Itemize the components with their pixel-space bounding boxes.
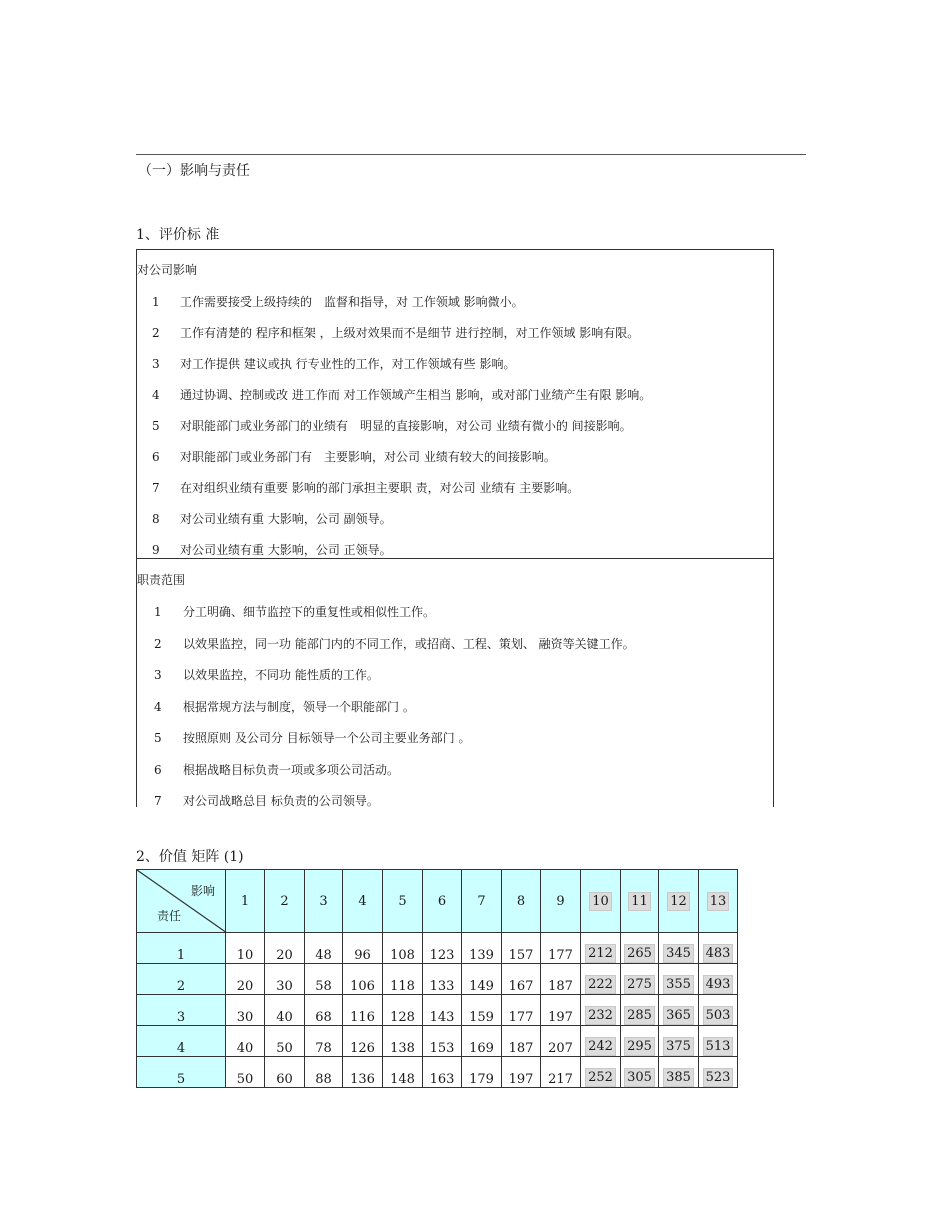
matrix-cell: 177 [541, 933, 581, 964]
impact-item-text: 工作有清楚的 程序和框架 ，上级对效果而不是细节 进行控制，对工作领域 影响有限。 [180, 326, 640, 340]
matrix-row-header: 3 [137, 995, 226, 1026]
matrix-row [137, 1057, 738, 1088]
matrix-cell: 167 [502, 964, 541, 995]
impact-item-number: 3 [152, 357, 160, 371]
impact-item [152, 510, 392, 527]
matrix-cell: 295 [621, 1026, 659, 1057]
matrix-corner [137, 870, 226, 933]
matrix-cell: 523 [699, 1057, 738, 1088]
matrix-cell: 375 [659, 1026, 699, 1057]
responsibility-item [154, 761, 399, 778]
matrix-cell: 169 [462, 1026, 502, 1057]
matrix-title: 2、价值 矩阵 (1) [136, 849, 244, 865]
responsibility-item-text: 按照原则 及公司分 目标领导一个公司主要业务部门 。 [183, 731, 471, 745]
matrix-col-header: 2 [265, 870, 305, 933]
matrix-cell: 217 [541, 1057, 581, 1088]
matrix-col-header: 8 [502, 870, 541, 933]
corner-responsibility-label: 责任 [157, 909, 182, 923]
matrix-cell: 345 [659, 933, 699, 964]
matrix-cell: 40 [265, 995, 305, 1026]
responsibility-item-number: 7 [154, 794, 162, 808]
matrix-cell: 126 [343, 1026, 383, 1057]
matrix-cell: 133 [423, 964, 462, 995]
matrix-cell: 143 [423, 995, 462, 1026]
impact-item-text: 在对组织业绩有重要 影响的部门承担主要职 责，对公司 业绩有 主要影响。 [180, 481, 580, 495]
matrix-cell: 285 [621, 995, 659, 1026]
matrix-row-header: 4 [137, 1026, 226, 1057]
matrix-row [137, 1026, 738, 1057]
impact-item-text: 对职能部门或业务部门的业绩有 明显的直接影响，对公司 业绩有微小的 间接影响。 [180, 419, 632, 433]
impact-item [152, 324, 639, 341]
matrix-col-header: 3 [305, 870, 343, 933]
matrix-col-header: 6 [423, 870, 462, 933]
impact-item-text: 对职能部门或业务部门有 主要影响，对公司 业绩有较大的间接影响。 [180, 450, 556, 464]
matrix-cell: 48 [305, 933, 343, 964]
responsibility-heading: 职责范围 [137, 573, 186, 587]
matrix-cell: 118 [383, 964, 423, 995]
value-matrix [136, 869, 738, 1088]
matrix-cell: 20 [265, 933, 305, 964]
section-title: （一）影响与责任 [138, 163, 250, 179]
matrix-cell: 187 [502, 1026, 541, 1057]
matrix-cell: 265 [621, 933, 659, 964]
matrix-cell: 163 [423, 1057, 462, 1088]
matrix-cell: 116 [343, 995, 383, 1026]
matrix-cell: 153 [423, 1026, 462, 1057]
matrix-cell: 108 [383, 933, 423, 964]
impact-item-number: 4 [152, 388, 160, 402]
matrix-cell: 157 [502, 933, 541, 964]
matrix-cell: 493 [699, 964, 738, 995]
matrix-row [137, 933, 738, 964]
responsibility-item-text: 根据常规方法与制度，领导一个职能部门 。 [183, 699, 415, 714]
matrix-cell: 483 [699, 933, 738, 964]
matrix-cell: 385 [659, 1057, 699, 1088]
matrix-cell: 128 [383, 995, 423, 1026]
block-divider [137, 558, 773, 559]
responsibility-item-text: 以效果监控，不同功 能性质的工作。 [183, 668, 379, 682]
matrix-cell: 503 [699, 995, 738, 1026]
matrix-header-row [137, 870, 738, 933]
matrix-cell: 78 [305, 1026, 343, 1057]
matrix-col-header: 4 [343, 870, 383, 933]
matrix-cell: 232 [581, 995, 621, 1026]
matrix-cell: 123 [423, 933, 462, 964]
impact-item [152, 355, 515, 372]
matrix-cell: 138 [383, 1026, 423, 1057]
impact-item [152, 541, 392, 558]
matrix-row-header: 2 [137, 964, 226, 995]
matrix-cell: 159 [462, 995, 502, 1026]
responsibility-item [154, 635, 635, 652]
matrix-cell: 197 [541, 995, 581, 1026]
matrix-cell: 136 [343, 1057, 383, 1088]
responsibility-item-text: 对公司战略总目 标负责的公司领导。 [183, 794, 379, 808]
impact-item [152, 479, 579, 496]
responsibility-item [154, 603, 435, 620]
impact-item-text: 对公司业绩有重 大影响，公司 正领导。 [180, 543, 392, 557]
matrix-cell: 513 [699, 1026, 738, 1057]
responsibility-item-text: 以效果监控，同一功 能部门内的不同工作，或招商、工程、策划、 融资等关键工作。 [183, 636, 635, 651]
impact-item [152, 448, 556, 465]
matrix-cell: 365 [659, 995, 699, 1026]
matrix-cell: 355 [659, 964, 699, 995]
matrix-cell: 177 [502, 995, 541, 1026]
matrix-cell: 106 [343, 964, 383, 995]
impact-item [152, 386, 651, 403]
matrix-cell: 40 [226, 1026, 265, 1057]
responsibility-item-number: 4 [154, 699, 162, 714]
matrix-cell: 60 [265, 1057, 305, 1088]
matrix-cell: 20 [226, 964, 265, 995]
responsibility-item-text: 根据战略目标负责一项或多项公司活动。 [183, 762, 400, 777]
impact-item-text: 工作需要接受上级持续的 监督和指导，对 工作领域 影响微小。 [180, 295, 524, 309]
criteria-title: 1、评价标 准 [136, 227, 220, 243]
matrix-cell: 242 [581, 1026, 621, 1057]
matrix-cell: 148 [383, 1057, 423, 1088]
responsibility-item-number: 2 [154, 636, 162, 651]
matrix-cell: 30 [265, 964, 305, 995]
top-rule [136, 154, 806, 155]
matrix-cell: 139 [462, 933, 502, 964]
responsibility-item [154, 698, 415, 715]
responsibility-item-number: 6 [154, 762, 162, 777]
matrix-cell: 88 [305, 1057, 343, 1088]
impact-item-number: 1 [152, 295, 160, 309]
responsibility-item [154, 792, 379, 809]
matrix-cell: 212 [581, 933, 621, 964]
matrix-cell: 149 [462, 964, 502, 995]
matrix-cell: 197 [502, 1057, 541, 1088]
matrix-cell: 222 [581, 964, 621, 995]
impact-item-number: 8 [152, 512, 160, 526]
matrix-cell: 275 [621, 964, 659, 995]
impact-item-number: 9 [152, 543, 160, 557]
impact-item [152, 417, 632, 434]
matrix-col-header: 12 [659, 870, 699, 933]
criteria-box [136, 249, 774, 807]
responsibility-item [154, 666, 379, 683]
matrix-row-header: 1 [137, 933, 226, 964]
impact-heading: 对公司影响 [137, 263, 198, 277]
matrix-cell: 68 [305, 995, 343, 1026]
matrix-body [137, 933, 738, 1088]
matrix-col-header: 9 [541, 870, 581, 933]
matrix-col-header: 1 [226, 870, 265, 933]
matrix-row [137, 964, 738, 995]
matrix-cell: 305 [621, 1057, 659, 1088]
matrix-row [137, 995, 738, 1026]
responsibility-item-number: 1 [154, 605, 162, 619]
impact-item-number: 6 [152, 450, 160, 464]
matrix-cell: 50 [226, 1057, 265, 1088]
corner-impact-label: 影响 [190, 884, 215, 898]
matrix-col-header: 7 [462, 870, 502, 933]
impact-item-number: 5 [152, 419, 160, 433]
matrix-cell: 10 [226, 933, 265, 964]
matrix-cell: 252 [581, 1057, 621, 1088]
matrix-cell: 187 [541, 964, 581, 995]
matrix-col-header: 11 [621, 870, 659, 933]
responsibility-item-number: 5 [154, 731, 162, 745]
impact-item [152, 293, 524, 310]
matrix-cell: 30 [226, 995, 265, 1026]
matrix-col-header: 13 [699, 870, 738, 933]
matrix-cell: 96 [343, 933, 383, 964]
impact-item-number: 7 [152, 481, 160, 495]
responsibility-item [154, 729, 470, 746]
impact-item-text: 通过协调、控制或改 进工作而 对工作领域产生相当 影响，或对部门业绩产生有限 影响。 [180, 388, 652, 402]
matrix-cell: 58 [305, 964, 343, 995]
responsibility-item-number: 3 [154, 668, 162, 682]
matrix-cell: 50 [265, 1026, 305, 1057]
corner-diagonal [137, 870, 227, 933]
impact-item-number: 2 [152, 326, 160, 340]
matrix-col-header: 5 [383, 870, 423, 933]
impact-item-text: 对工作提供 建议或执 行专业性的工作，对工作领域有些 影响。 [180, 357, 516, 371]
matrix-col-header: 10 [581, 870, 621, 933]
matrix-row-header: 5 [137, 1057, 226, 1088]
responsibility-item-text: 分工明确、细节监控下的重复性或相似性工作。 [183, 605, 436, 619]
impact-item-text: 对公司业绩有重 大影响，公司 副领导。 [180, 512, 392, 526]
matrix-cell: 179 [462, 1057, 502, 1088]
matrix-cell: 207 [541, 1026, 581, 1057]
